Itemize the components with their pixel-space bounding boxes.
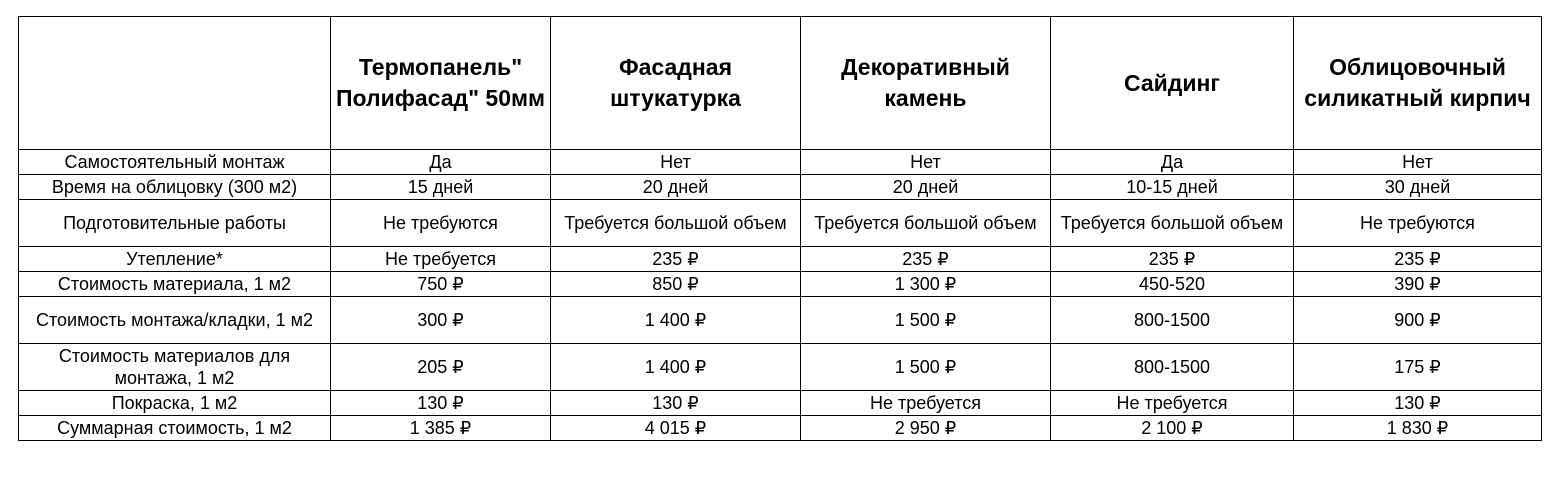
table-cell: 2 100 ₽: [1051, 416, 1294, 441]
table-cell: 1 300 ₽: [801, 272, 1051, 297]
table-cell: Не требуются: [331, 200, 551, 247]
table-cell: Да: [1051, 150, 1294, 175]
table-cell: 1 500 ₽: [801, 344, 1051, 391]
table-row-installation-materials-cost: [19, 344, 1542, 391]
table-row-painting: [19, 391, 1542, 416]
table-cell: 2 950 ₽: [801, 416, 1051, 441]
table-cell: 20 дней: [551, 175, 801, 200]
row-label: Покраска, 1 м2: [19, 391, 331, 416]
table-cell: Не требуется: [1051, 391, 1294, 416]
header-row: [19, 17, 1542, 150]
table-cell: 175 ₽: [1294, 344, 1542, 391]
row-label: Суммарная стоимость, 1 м2: [19, 416, 331, 441]
table-cell: Не требуются: [1294, 200, 1542, 247]
table-row-preparatory-work: [19, 200, 1542, 247]
table-cell: 1 400 ₽: [551, 297, 801, 344]
row-label: Самостоятельный монтаж: [19, 150, 331, 175]
table-row-facing-time: [19, 175, 1542, 200]
row-label: Стоимость монтажа/кладки, 1 м2: [19, 297, 331, 344]
table-row-installation-cost: [19, 297, 1542, 344]
header-decorative-stone: Декоративный камень: [801, 17, 1051, 150]
table-cell: Требуется большой объем: [551, 200, 801, 247]
table-cell: 390 ₽: [1294, 272, 1542, 297]
table-cell: 300 ₽: [331, 297, 551, 344]
table-cell: 450-520: [1051, 272, 1294, 297]
table-cell: 800-1500: [1051, 297, 1294, 344]
table-cell: 235 ₽: [801, 247, 1051, 272]
table-cell: Не требуется: [801, 391, 1051, 416]
table-cell: 130 ₽: [1294, 391, 1542, 416]
table-row-self-install: [19, 150, 1542, 175]
table-cell: Нет: [1294, 150, 1542, 175]
table-cell: 235 ₽: [1294, 247, 1542, 272]
table-cell: 1 830 ₽: [1294, 416, 1542, 441]
row-label: Стоимость материалов для монтажа, 1 м2: [19, 344, 331, 391]
table-cell: 130 ₽: [331, 391, 551, 416]
table-row-material-cost: [19, 272, 1542, 297]
header-corner-cell: [19, 17, 331, 150]
table-cell: Да: [331, 150, 551, 175]
table-row-total-cost: [19, 416, 1542, 441]
table-cell: 30 дней: [1294, 175, 1542, 200]
table-cell: 10-15 дней: [1051, 175, 1294, 200]
table-cell: 4 015 ₽: [551, 416, 801, 441]
header-silicate-brick: Облицовочный силикатный кирпич: [1294, 17, 1542, 150]
table-cell: Требуется большой объем: [1051, 200, 1294, 247]
table-cell: 900 ₽: [1294, 297, 1542, 344]
row-label: Стоимость материала, 1 м2: [19, 272, 331, 297]
table-cell: 15 дней: [331, 175, 551, 200]
table-row-insulation: [19, 247, 1542, 272]
table-cell: Требуется большой объем: [801, 200, 1051, 247]
comparison-table: [18, 16, 1542, 441]
row-label: Утепление*: [19, 247, 331, 272]
table-cell: 750 ₽: [331, 272, 551, 297]
table-cell: Не требуется: [331, 247, 551, 272]
table-cell: 1 500 ₽: [801, 297, 1051, 344]
header-thermopanel: Термопанель" Полифасад" 50мм: [331, 17, 551, 150]
table-cell: 235 ₽: [551, 247, 801, 272]
table-cell: 800-1500: [1051, 344, 1294, 391]
table-cell: 1 385 ₽: [331, 416, 551, 441]
table-cell: Нет: [801, 150, 1051, 175]
table-cell: 130 ₽: [551, 391, 801, 416]
header-siding: Сайдинг: [1051, 17, 1294, 150]
table-cell: 205 ₽: [331, 344, 551, 391]
table-cell: 20 дней: [801, 175, 1051, 200]
table-cell: 850 ₽: [551, 272, 801, 297]
table-cell: 235 ₽: [1051, 247, 1294, 272]
row-label: Подготовительные работы: [19, 200, 331, 247]
table-cell: 1 400 ₽: [551, 344, 801, 391]
header-facade-plaster: Фасадная штукатурка: [551, 17, 801, 150]
table-cell: Нет: [551, 150, 801, 175]
row-label: Время на облицовку (300 м2): [19, 175, 331, 200]
